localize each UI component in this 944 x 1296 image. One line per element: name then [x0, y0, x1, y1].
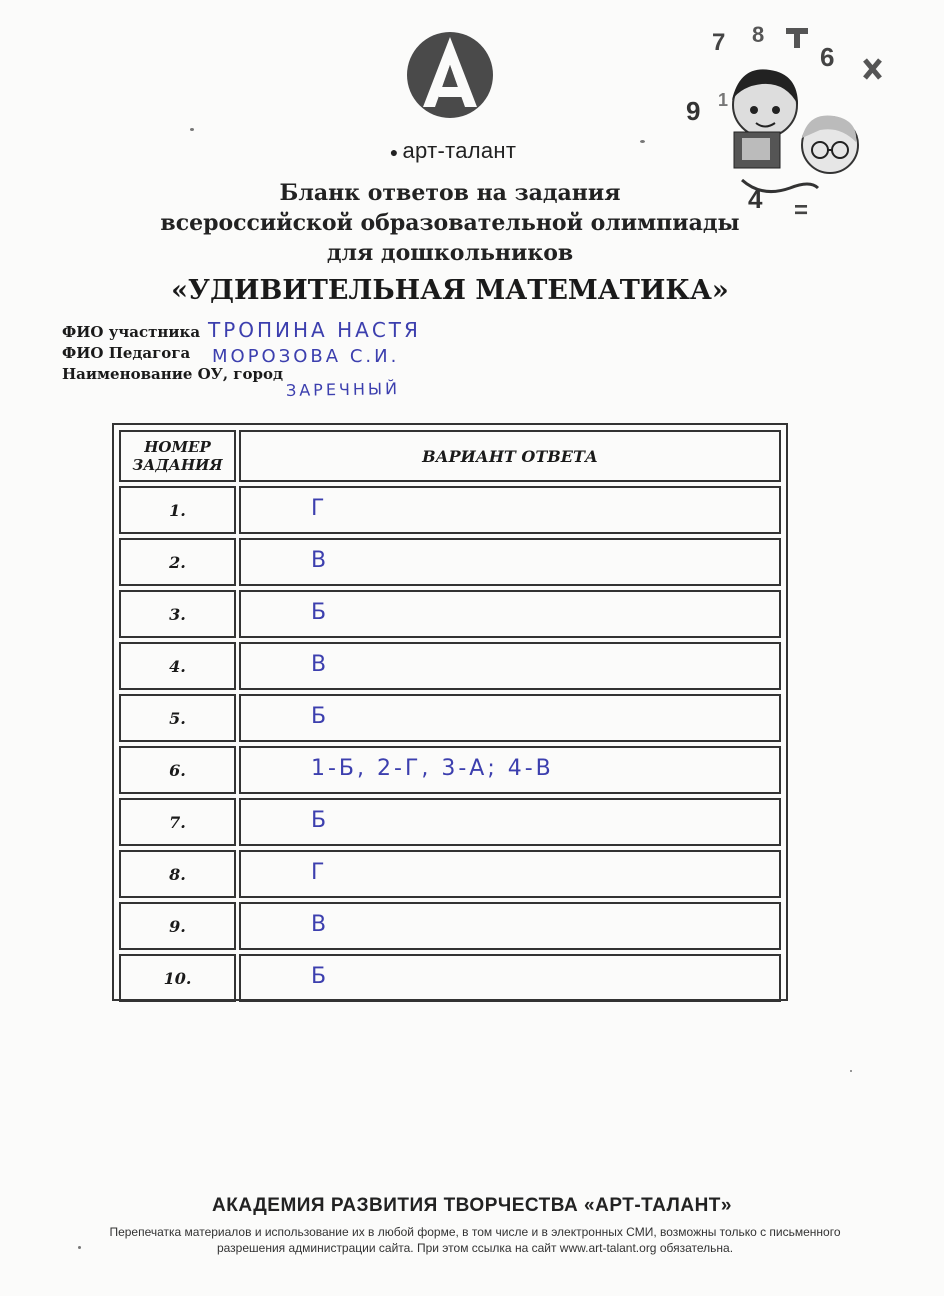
participant-name-handwritten: ТРОПИНА НАСТЯ [208, 318, 421, 342]
school-name-handwritten: ЗАРЕЧНЫЙ [285, 379, 401, 400]
participant-label: ФИО участника [62, 323, 201, 341]
table-row [119, 798, 781, 846]
corner-digit: 6 [820, 42, 835, 72]
answer-cell [239, 590, 781, 638]
task-number: 1. [119, 486, 236, 534]
answer-cell [239, 954, 781, 1002]
handwritten-answer: Г [311, 496, 328, 521]
handwritten-answer: Г [311, 860, 328, 885]
corner-digit: 7 [712, 29, 726, 56]
answer-cell [239, 902, 781, 950]
corner-digit: 4 [748, 184, 763, 214]
table-row [119, 850, 781, 898]
column-header-number [119, 430, 236, 482]
answer-table [112, 423, 788, 1001]
table-row [119, 486, 781, 534]
table-row [119, 538, 781, 586]
brand-text: арт-талант [402, 138, 517, 163]
heading-line-2: всероссийской образовательной олимпиады [160, 210, 740, 236]
answer-cell [239, 538, 781, 586]
handwritten-answer: В [311, 652, 330, 677]
scan-speck [850, 1070, 852, 1072]
corner-digit: 9 [686, 96, 701, 126]
art-talant-logo-icon [405, 25, 495, 130]
school-label: Наименование ОУ, город [62, 365, 283, 383]
task-number: 5. [119, 694, 236, 742]
task-number: 7. [119, 798, 236, 846]
task-number: 10. [119, 954, 236, 1002]
task-number: 8. [119, 850, 236, 898]
corner-digit: 1 [718, 90, 729, 110]
task-number: 3. [119, 590, 236, 638]
column-header-number-line-1: НОМЕР [144, 438, 211, 456]
table-row [119, 694, 781, 742]
task-number: 6. [119, 746, 236, 794]
handwritten-answer: Б [311, 704, 330, 729]
handwritten-answer: Б [311, 964, 330, 989]
table-header-row [119, 430, 781, 482]
answer-cell [239, 642, 781, 690]
table-row [119, 642, 781, 690]
answer-cell [239, 850, 781, 898]
answer-cell [239, 746, 781, 794]
table-row [119, 746, 781, 794]
scan-speck [640, 140, 645, 143]
corner-digit: 8 [752, 22, 765, 47]
heading-line-3: для дошкольников [326, 240, 574, 266]
task-number: 4. [119, 642, 236, 690]
form-heading [130, 178, 770, 311]
brand-name [378, 138, 528, 164]
olympiad-title: «УДИВИТЕЛЬНАЯ МАТЕМАТИКА» [171, 275, 729, 306]
handwritten-answer: Б [311, 808, 330, 833]
table-row [119, 902, 781, 950]
table-row [119, 954, 781, 1002]
answer-cell [239, 694, 781, 742]
footer-title: АКАДЕМИЯ РАЗВИТИЯ ТВОРЧЕСТВА «АРТ-ТАЛАНТ» [212, 1195, 732, 1216]
answer-cell [239, 486, 781, 534]
heading-line-1: Бланк ответов на задания [279, 180, 621, 206]
bullet-icon: ● [389, 144, 399, 161]
column-header-number-line-2: ЗАДАНИЯ [132, 456, 223, 474]
task-number: 9. [119, 902, 236, 950]
teacher-name-handwritten: МОРОЗОВА С.И. [212, 346, 400, 367]
copyright-note: Перепечатка материалов и использование их в любой форме, в том числе и в электронных СМИ, возможны только с письменного разрешения администрации сайта. При этом ссылка на сайт www.art-talant.org обязательна. [109, 1225, 841, 1255]
corner-digit: = [794, 197, 809, 224]
scan-speck [78, 1246, 81, 1249]
handwritten-answer: В [311, 548, 330, 573]
task-number: 2. [119, 538, 236, 586]
teacher-label: ФИО Педагога [62, 344, 191, 362]
answer-cell [239, 798, 781, 846]
column-header-answer: ВАРИАНТ ОТВЕТА [239, 430, 781, 482]
handwritten-answer: В [311, 912, 330, 937]
handwritten-answer: 1-Б, 2-Г, 3-А; 4-В [311, 756, 554, 781]
table-row [119, 590, 781, 638]
scan-speck [190, 128, 194, 131]
handwritten-answer: Б [311, 600, 330, 625]
